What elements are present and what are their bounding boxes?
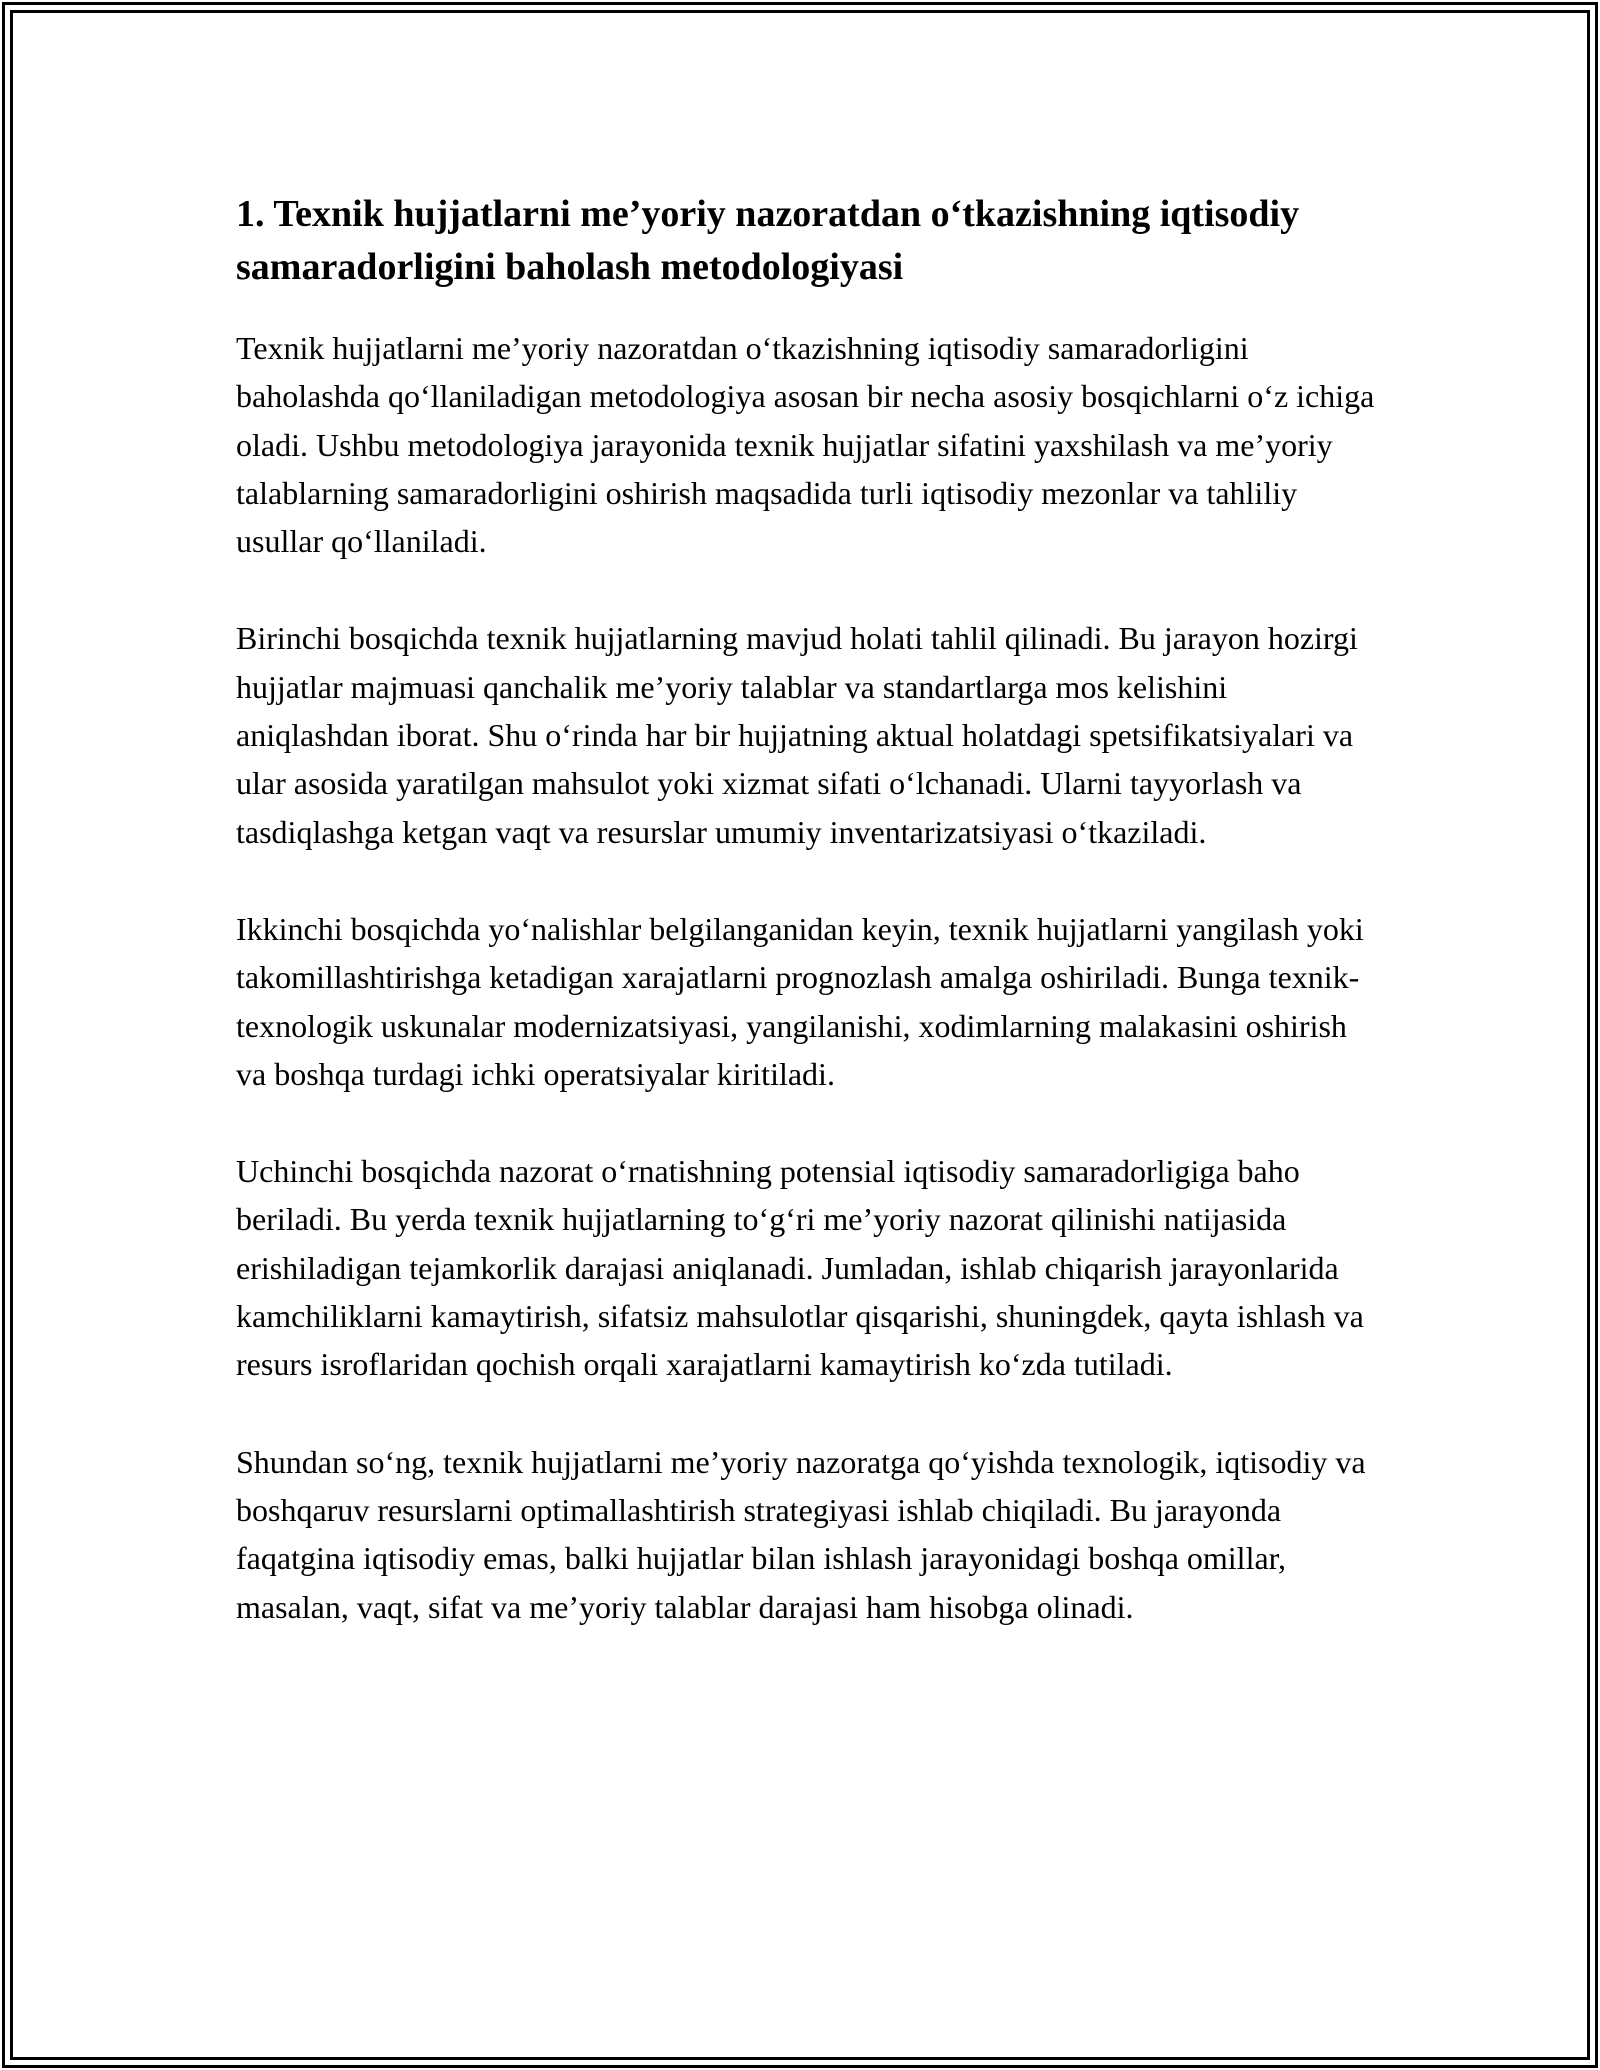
paragraph-intro: Texnik hujjatlarni me’yoriy nazoratdan o‘tkazishning iqtisodiy samaradorligini baholashda qo‘llaniladigan metodologiya asosan bir necha asosiy bosqichlarni o‘z ichiga oladi. Ushbu metodologiya jarayonida texnik hujjatlar sifatini yaxshilash va me’yoriy talablarning samaradorligini oshirish maqsadida turli iqtisodiy mezonlar va tahliliy usullar qo‘llaniladi. (236, 330, 1375, 560)
paragraph-strategy: Shundan so‘ng, texnik hujjatlarni me’yoriy nazoratga qo‘yishda texnologik, iqtisodiy va boshqaruv resurslarni optimallashtirish strategiyasi ishlab chiqiladi. Bu jarayonda faqatgina iqtisodiy emas, balki hujjatlar bilan ishlash jarayonidagi boshqa omillar, masalan, vaqt, sifat va me’yoriy talablar darajasi ham hisobga olinadi. (236, 1443, 1366, 1625)
paragraph-stage-1: Birinchi bosqichda texnik hujjatlarning mavjud holati tahlil qilinadi. Bu jarayon hozirgi hujjatlar majmuasi qanchalik me’yoriy talablar va standartlarga mos kelishini aniqlashdan iborat. Shu o‘rinda har bir hujjatning aktual holatdagi spetsifikatsiyalari va ular asosida yaratilgan mahsulot yoki xizmat sifati o‘lchanadi. Ularni tayyorlash va tasdiqlashga ketgan vaqt va resurslar umumiy inventarizatsiyasi o‘tkaziladi. (236, 620, 1358, 850)
section-title: 1. Texnik hujjatlarni me’yoriy nazoratdan o‘tkazishning iqtisodiy samaradorligini baholash metodologiyasi (236, 193, 1300, 288)
paragraph-stage-2: Ikkinchi bosqichda yo‘nalishlar belgilanganidan keyin, texnik hujjatlarni yangilash yoki takomillashtirishga ketadigan xarajatlarni prognozlash amalga oshiriladi. Bunga texnik-texnologik uskunalar modernizatsiyasi, yangilanishi, xodimlarning malakasini oshirish va boshqa turdagi ichki operatsiyalar kiritiladi. (236, 910, 1364, 1092)
document-body (236, 188, 1376, 1631)
paragraph-stage-3: Uchinchi bosqichda nazorat o‘rnatishning potensial iqtisodiy samaradorligiga baho beriladi. Bu yerda texnik hujjatlarning to‘g‘ri me’yoriy nazorat qilinishi natijasida erishiladigan tejamkorlik darajasi aniqlanadi. Jumladan, ishlab chiqarish jarayonlarida kamchiliklarni kamaytirish, sifatsiz mahsulotlar qisqarishi, shuningdek, qayta ishlash va resurs isroflaridan qochish orqali xarajatlarni kamaytirish ko‘zda tutiladi. (236, 1153, 1364, 1383)
